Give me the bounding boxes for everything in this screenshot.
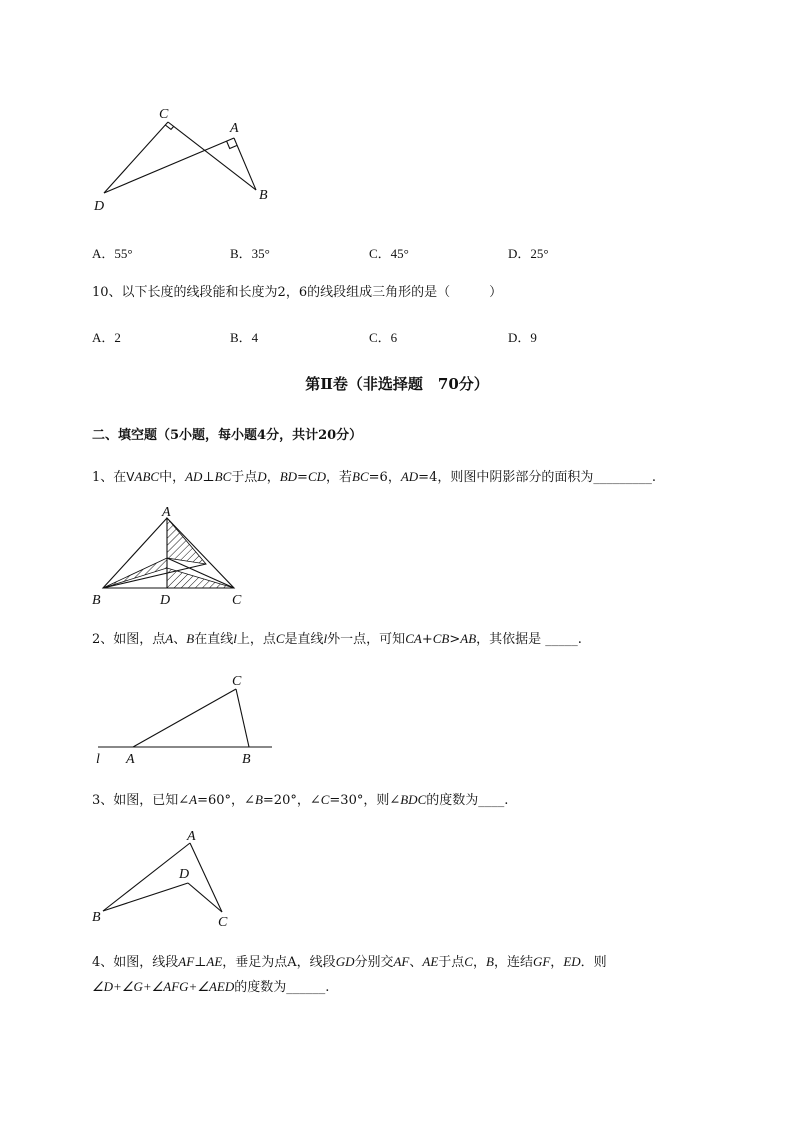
- fill1-stem: 1、在VABC中，AD⊥BC于点D，BD=CD，若BC=6，AD=4，则图中阴影部分的面积为_________.: [92, 469, 656, 485]
- q9-option-a: A．55°: [92, 246, 133, 261]
- fill3-label-c: C: [218, 915, 228, 930]
- segment-ac: [133, 689, 236, 747]
- segment-ac: [190, 843, 222, 912]
- section-2-heading: 二、填空题（5小题，每小题4分，共计20分）: [92, 428, 363, 443]
- q9-option-d: D．25°: [508, 246, 549, 261]
- fill2-label-l: l: [96, 752, 100, 767]
- segment-bd: [103, 883, 188, 911]
- fill2-label-b: B: [242, 752, 251, 767]
- q9-option-b: B．35°: [230, 246, 270, 261]
- fill1-label-a: A: [162, 505, 171, 520]
- q10-stem: 10、以下长度的线段能和长度为2，6的线段组成三角形的是（ ）: [92, 285, 503, 300]
- segment-cb: [168, 122, 256, 190]
- fill1-label-d: D: [160, 593, 171, 608]
- q10-option-c: C．6: [369, 330, 398, 345]
- fill1-label-b: B: [92, 593, 101, 608]
- segment-dc: [188, 883, 222, 912]
- q9-figure: [0, 0, 794, 220]
- fill2-figure: [0, 665, 300, 775]
- segment-da: [104, 138, 234, 193]
- fill2-stem: 2、如图，点A、B在直线l上，点C是直线l外一点，可知CA+CB>AB，其依据是 _____.: [92, 631, 582, 647]
- fill1-figure: [0, 500, 300, 610]
- fig9-label-d: D: [94, 199, 105, 214]
- fig9-label-a: A: [230, 121, 239, 136]
- part-2-title: 第Ⅱ卷（非选择题 70分）: [305, 375, 489, 393]
- fill1-label-c: C: [232, 593, 242, 608]
- q10-option-d: D．9: [508, 330, 537, 345]
- fill3-stem: 3、如图，已知∠A=60°，∠B=20°，∠C=30°，则∠BDC的度数为____.: [92, 792, 509, 808]
- segment-cb: [236, 689, 249, 747]
- fill2-label-c: C: [232, 674, 242, 689]
- fig9-label-b: B: [259, 188, 268, 203]
- fill3-label-a: A: [187, 829, 196, 844]
- q10-option-a: A．2: [92, 330, 121, 345]
- fig9-label-c: C: [159, 107, 169, 122]
- fill4-line-2: ∠D+∠G+∠AFG+∠AED的度数为______.: [92, 979, 330, 995]
- fill3-label-b: B: [92, 910, 101, 925]
- q10-option-b: B．4: [230, 330, 259, 345]
- segment-ab: [234, 138, 256, 190]
- fill3-figure: [0, 825, 300, 935]
- shaded-region-left: [103, 558, 167, 588]
- fill2-label-a: A: [126, 752, 135, 767]
- fill4-line-1: 4、如图，线段AF⊥AE，垂足为点A，线段GD分别交AF、AE于点C，B，连结GF，ED．则: [92, 954, 607, 970]
- q9-option-c: C．45°: [369, 246, 409, 261]
- segment-dc: [104, 122, 168, 193]
- fill3-label-d: D: [179, 867, 190, 882]
- segment-ba: [103, 843, 190, 911]
